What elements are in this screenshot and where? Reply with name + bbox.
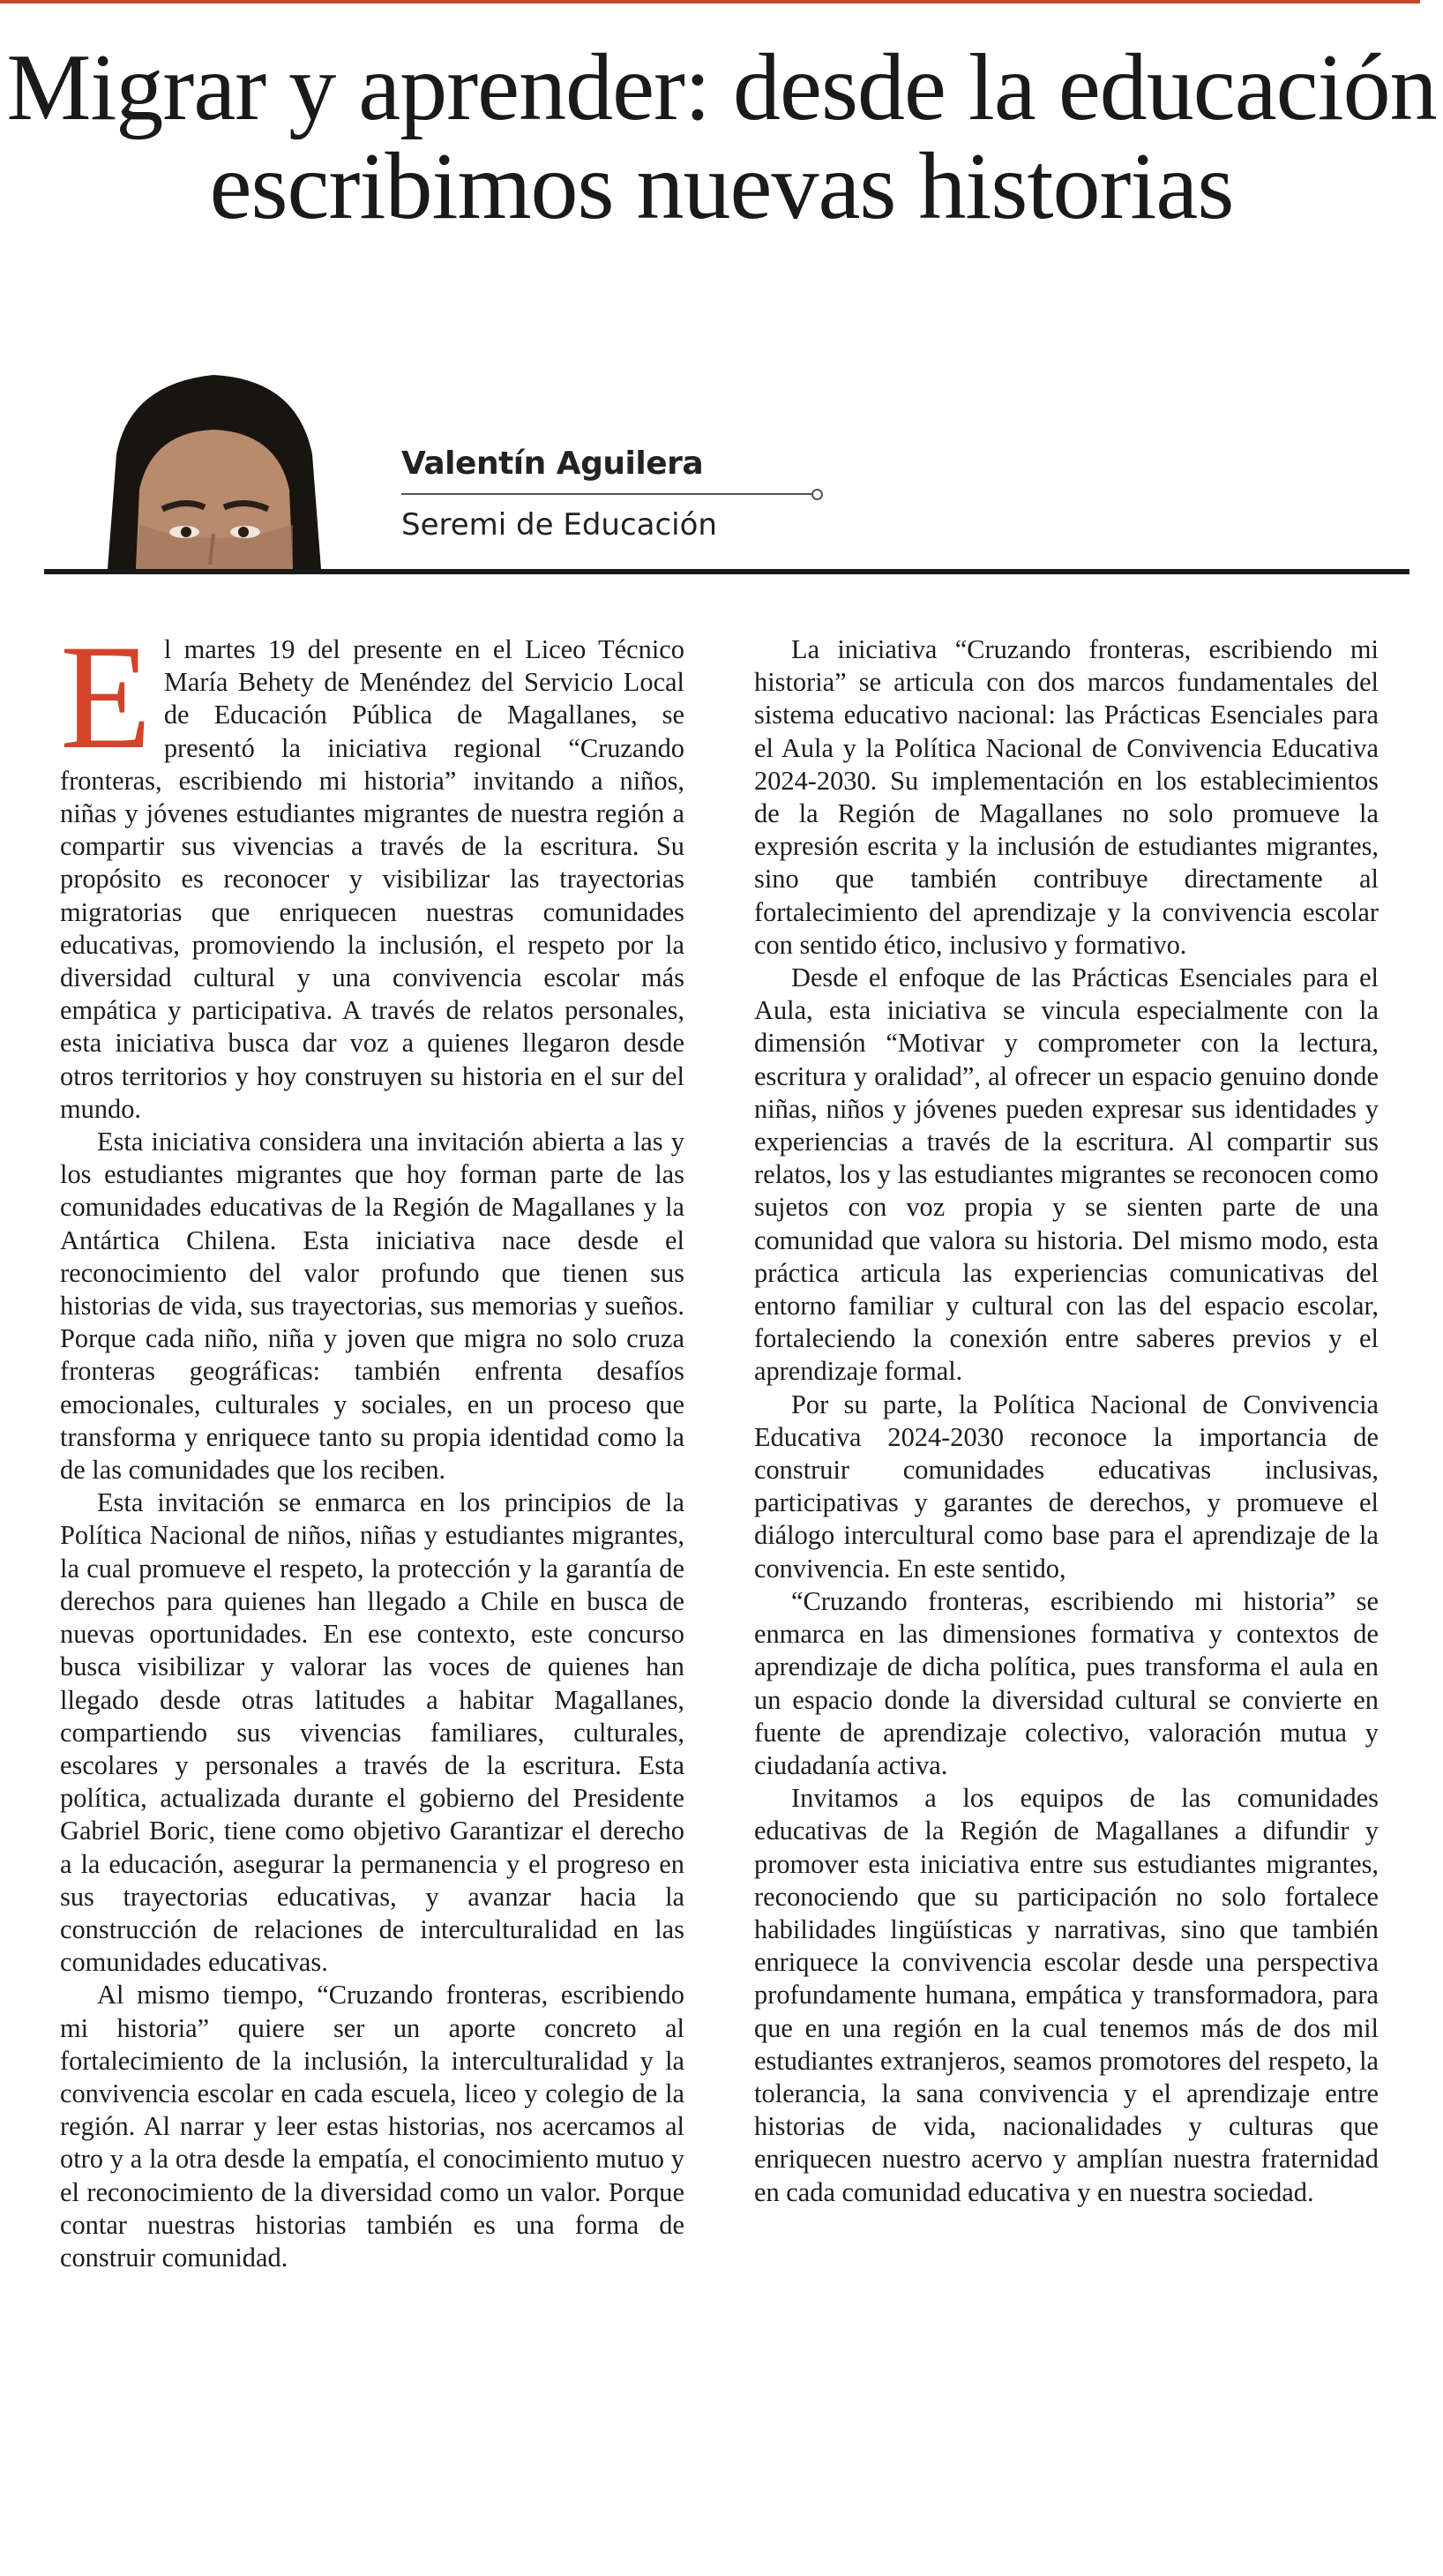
- byline-rule-end: [811, 489, 823, 500]
- paragraph: La iniciativa “Cruzando fronteras, escribiendo mi historia” se articula con dos marcos fundamentales del sistema educativo nacional: las Prácticas Esenciales para el Aula y la Política Nacional de Convivencia Educativa 2024-2030. Su implementación en los establecimientos de la Región de Magallanes no solo promueve la expresión escrita y la inclusión de estudiantes migrantes, sino que también contribuye directamente al fortalecimiento del aprendizaje y la convivencia escolar con sentido ético, inclusivo y formativo.: [754, 634, 1379, 960]
- header-divider: [44, 569, 1409, 574]
- headline: Migrar y aprender: desde la educación escribimos nuevas historias: [6, 35, 1437, 239]
- paragraph: Por su parte, la Política Nacional de Convivencia Educativa 2024-2030 reconoce la importancia de construir comunidades educativas inclusivas, participativas y garantes de derechos, y promueve el diálogo intercultural como base para el aprendizaje de la convivencia. En este sentido,: [754, 1389, 1379, 1584]
- paragraph: Invitamos a los equipos de las comunidades educativas de la Región de Magallanes a difundir y promover esta iniciativa entre sus estudiantes migrantes, reconociendo que su participación no solo fortalece habilidades lingüísticas y narrativas, sino que también enriquece la convivencia escolar desde una perspectiva profundamente humana, empática y transformadora, para que en una región en la cual tenemos más de dos mil estudiantes extranjeros, seamos promotores del respeto, la tolerancia, la sana convivencia y el aprendizaje entre historias de vida, nacionalidades y culturas que enriquecen nuestro acervo y amplían nuestra fraternidad en cada comunidad educativa y en nuestra sociedad.: [754, 1783, 1379, 2207]
- paragraph: Al mismo tiempo, “Cruzando fronteras, escribiendo mi historia” quiere ser un aporte concreto al fortalecimiento de la inclusión, la interculturalidad y la convivencia escolar en cada escuela, liceo y colegio de la región. Al narrar y leer estas historias, nos acercamos al otro y a la otra desde la empatía, el conocimiento mutuo y el reconocimiento de la diversidad como un valor. Porque contar nuestras historias también es una forma de construir comunidad.: [60, 1980, 684, 2273]
- article-column-right: [754, 633, 1379, 2209]
- paragraph: Desde el enfoque de las Prácticas Esenciales para el Aula, esta iniciativa se vincula especialmente con la dimensión “Motivar y comprometer con la lectura, escritura y oralidad”, al ofrecer un espacio genuino donde niñas, niños y jóvenes pueden expresar sus identidades y experiencias a través de la escritura. Al compartir sus relatos, los y las estudiantes migrantes se reconocen como sujetos con voz propia y se sienten parte de una comunidad que valora su historia. Del mismo modo, esta práctica articula las experiencias comunicativas del entorno familiar y cultural con las del espacio escolar, fortaleciendo la conexión entre saberes previos y el aprendizaje formal.: [754, 962, 1379, 1387]
- author-role: Seremi de Educación: [401, 507, 717, 543]
- paragraph: [60, 614, 684, 1126]
- paragraph-text: l martes 19 del presente en el Liceo Técnico María Behety de Menéndez del Servicio Local de Educación Pública de Magallanes, se presentó la iniciativa regional “Cruzando fronteras, escribiendo mi historia” invitando a niños, niñas y jóvenes estudiantes migrantes de nuestra región a compartir sus vivencias a través de la escritura. Su propósito es reconocer y visibilizar las trayectorias migratorias que enriquecen nuestras comunidades educativas, promoviendo la inclusión, el respeto por la diversidad cultural y una convivencia escolar más empática y participativa. A través de relatos personales, esta iniciativa busca dar voz a quienes llegaron desde otros territorios y hoy construyen su historia en el sur del mundo.: [60, 634, 684, 1124]
- author-photo: [81, 348, 346, 569]
- drop-cap: E: [60, 614, 152, 780]
- byline-rule: [401, 493, 816, 495]
- article-column-left: [60, 614, 684, 2274]
- author-name: Valentín Aguilera: [401, 446, 704, 482]
- top-accent-rule: [0, 0, 1420, 4]
- paragraph: Esta invitación se enmarca en los principios de la Política Nacional de niños, niñas y estudiantes migrantes, la cual promueve el respeto, la protección y la garantía de derechos para quienes han llegado a Chile en busca de nuevas oportunidades. En ese contexto, este concurso busca visibilizar y valorar las voces de quienes han llegado desde otras latitudes a habitar Magallanes, compartiendo sus vivencias familiares, culturales, escolares y personales a través de la escritura. Esta política, actualizada durante el gobierno del Presidente Gabriel Boric, tiene como objetivo Garantizar el derecho a la educación, asegurar la permanencia y el progreso en sus trayectorias educativas, y avanzar hacia la construcción de relaciones de interculturalidad en las comunidades educativas.: [60, 1487, 684, 1978]
- paragraph: Esta iniciativa considera una invitación abierta a las y los estudiantes migrantes que hoy forman parte de las comunidades educativas de la Región de Magallanes y la Antártica Chilena. Esta iniciativa nace desde el reconocimiento del valor profundo que tienen sus historias de vida, sus trayectorias, sus memorias y sueños. Porque cada niño, niña y joven que migra no solo cruza fronteras geográficas: también enfrenta desafíos emocionales, culturales y sociales, en un proceso que transforma y enriquece tanto su propia identidad como la de las comunidades que los reciben.: [60, 1127, 684, 1486]
- paragraph: “Cruzando fronteras, escribiendo mi historia” se enmarca en las dimensiones formativa y contextos de aprendizaje de dicha política, pues transforma el aula en un espacio donde la diversidad cultural se convierte en fuente de aprendizaje colectivo, valoración mutua y ciudadanía activa.: [754, 1585, 1379, 1780]
